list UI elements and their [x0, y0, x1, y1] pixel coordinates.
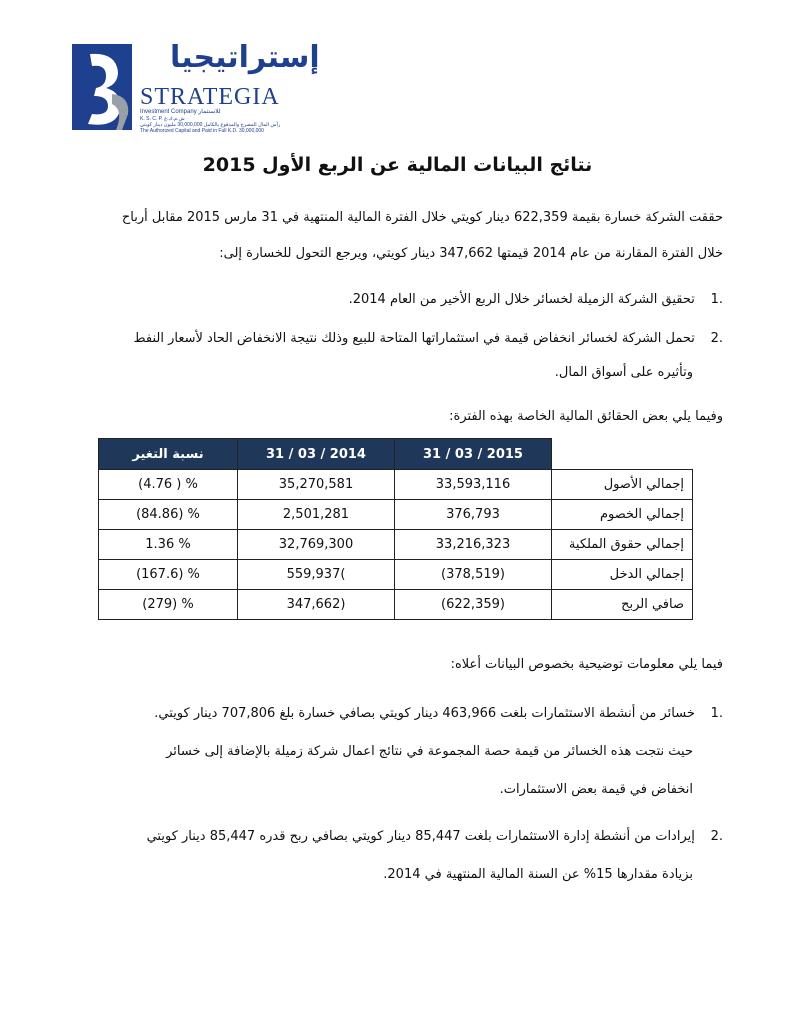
note-item	[68, 818, 723, 894]
table-header-row	[99, 439, 693, 470]
list-text: إيرادات من أنشطة إدارة الاستثمارات بلغت 85,447 دينار كويتي بصافي ربح قدره 85,447 دينار كويتي	[146, 829, 695, 844]
company-logo	[72, 40, 332, 134]
list-text-continued: انخفاض في قيمة بعض الاستثمارات.	[499, 782, 693, 797]
cell-2014: 32,769,300	[238, 530, 395, 560]
financial-facts-table	[98, 438, 693, 620]
list-text-continued: وتأثيره على أسواق المال.	[554, 365, 693, 380]
intro-line: خلال الفترة المقارنة من عام 2014 قيمتها 347,662 دينار كويتي، ويرجع التحول للخسارة إلى:	[219, 246, 723, 261]
header-2015: 31 / 03 / 2015	[395, 439, 552, 470]
list-number: .1	[710, 706, 723, 721]
list-text-continued: بزيادة مقدارها 15% عن السنة المالية المنتهية في 2014.	[383, 867, 693, 882]
cell-label: إجمالي الخصوم	[552, 500, 693, 530]
list-text: تحمل الشركة لخسائر انخفاض قيمة في استثماراتها المتاحة للبيع وذلك نتيجة الانخفاض الحاد لأسعار النفط	[133, 331, 695, 346]
table-row	[99, 530, 693, 560]
cell-label: إجمالي الأصول	[552, 470, 693, 500]
logo-legal-form: K. S. C. P. ش.م.ك.ع	[140, 116, 185, 122]
table-row	[99, 590, 693, 620]
page-title: نتائج البيانات المالية عن الربع الأول 2015	[202, 154, 593, 176]
intro-line: حققت الشركة خسارة بقيمة 622,359 دينار كويتي خلال الفترة المالية المنتهية في 31 مارس 2015 مقابل أرباح	[121, 210, 723, 225]
logo-capital-arabic: رأس المال المصرح والمدفوع بالكامل 30,000,000 مليون دينار كويتي	[140, 122, 281, 128]
cell-label: إجمالي حقوق الملكية	[552, 530, 693, 560]
cell-2014: 559,937(	[238, 560, 395, 590]
logo-company-type: Investment Company للاستثمار	[140, 109, 221, 115]
logo-arabic-name: إستراتيجيا	[170, 40, 320, 75]
cell-2014: 2,501,281	[238, 500, 395, 530]
logo-english-name: STRATEGIA	[140, 84, 280, 110]
cell-label: صافي الربح	[552, 590, 693, 620]
list-text: خسائر من أنشطة الاستثمارات بلغت 463,966 دينار كويتي بصافي خسارة بلغ 707,806 دينار كويتي.	[154, 706, 695, 721]
cell-label: إجمالي الدخل	[552, 560, 693, 590]
cell-2014: 347,662)	[238, 590, 395, 620]
cell-change: (279) %	[99, 590, 238, 620]
list-number: .2	[710, 829, 723, 844]
cell-2015: (378,519)	[395, 560, 552, 590]
cell-change: 1.36 %	[99, 530, 238, 560]
list-number: .2	[710, 331, 723, 346]
cell-2014: 35,270,581	[238, 470, 395, 500]
table-intro: وفيما يلي بعض الحقائق المالية الخاصة بهذه الفترة:	[449, 409, 723, 424]
reason-item	[68, 322, 723, 390]
table-row	[99, 560, 693, 590]
header-blank	[552, 439, 693, 470]
intro-paragraph	[68, 200, 723, 272]
table-row	[99, 500, 693, 530]
cell-2015: (622,359)	[395, 590, 552, 620]
table-row	[99, 470, 693, 500]
cell-2015: 33,216,323	[395, 530, 552, 560]
cell-change: (84.86) %	[99, 500, 238, 530]
logo-capital-english: The Authorized Capital and Paid in Full K.D. 30,000,000	[140, 128, 264, 134]
list-number: .1	[710, 292, 723, 307]
reason-item	[68, 283, 723, 317]
cell-2015: 33,593,116	[395, 470, 552, 500]
cell-change: (167.6) %	[99, 560, 238, 590]
strategia-logo-mark	[72, 44, 132, 130]
cell-change: (4.76 ) %	[99, 470, 238, 500]
header-change: نسبة التغير	[99, 439, 238, 470]
note-item	[68, 695, 723, 809]
cell-2015: 376,793	[395, 500, 552, 530]
list-text: تحقيق الشركة الزميلة لخسائر خلال الربع الأخير من العام 2014.	[348, 292, 695, 307]
list-text-continued: حيث نتجت هذه الخسائر من قيمة حصة المجموعة في نتائج اعمال شركة زميلة بالإضافة إلى خسائر	[166, 744, 693, 759]
header-2014: 31 / 03 / 2014	[238, 439, 395, 470]
notes-intro: فيما يلي معلومات توضيحية بخصوص البيانات أعلاه:	[450, 657, 723, 672]
